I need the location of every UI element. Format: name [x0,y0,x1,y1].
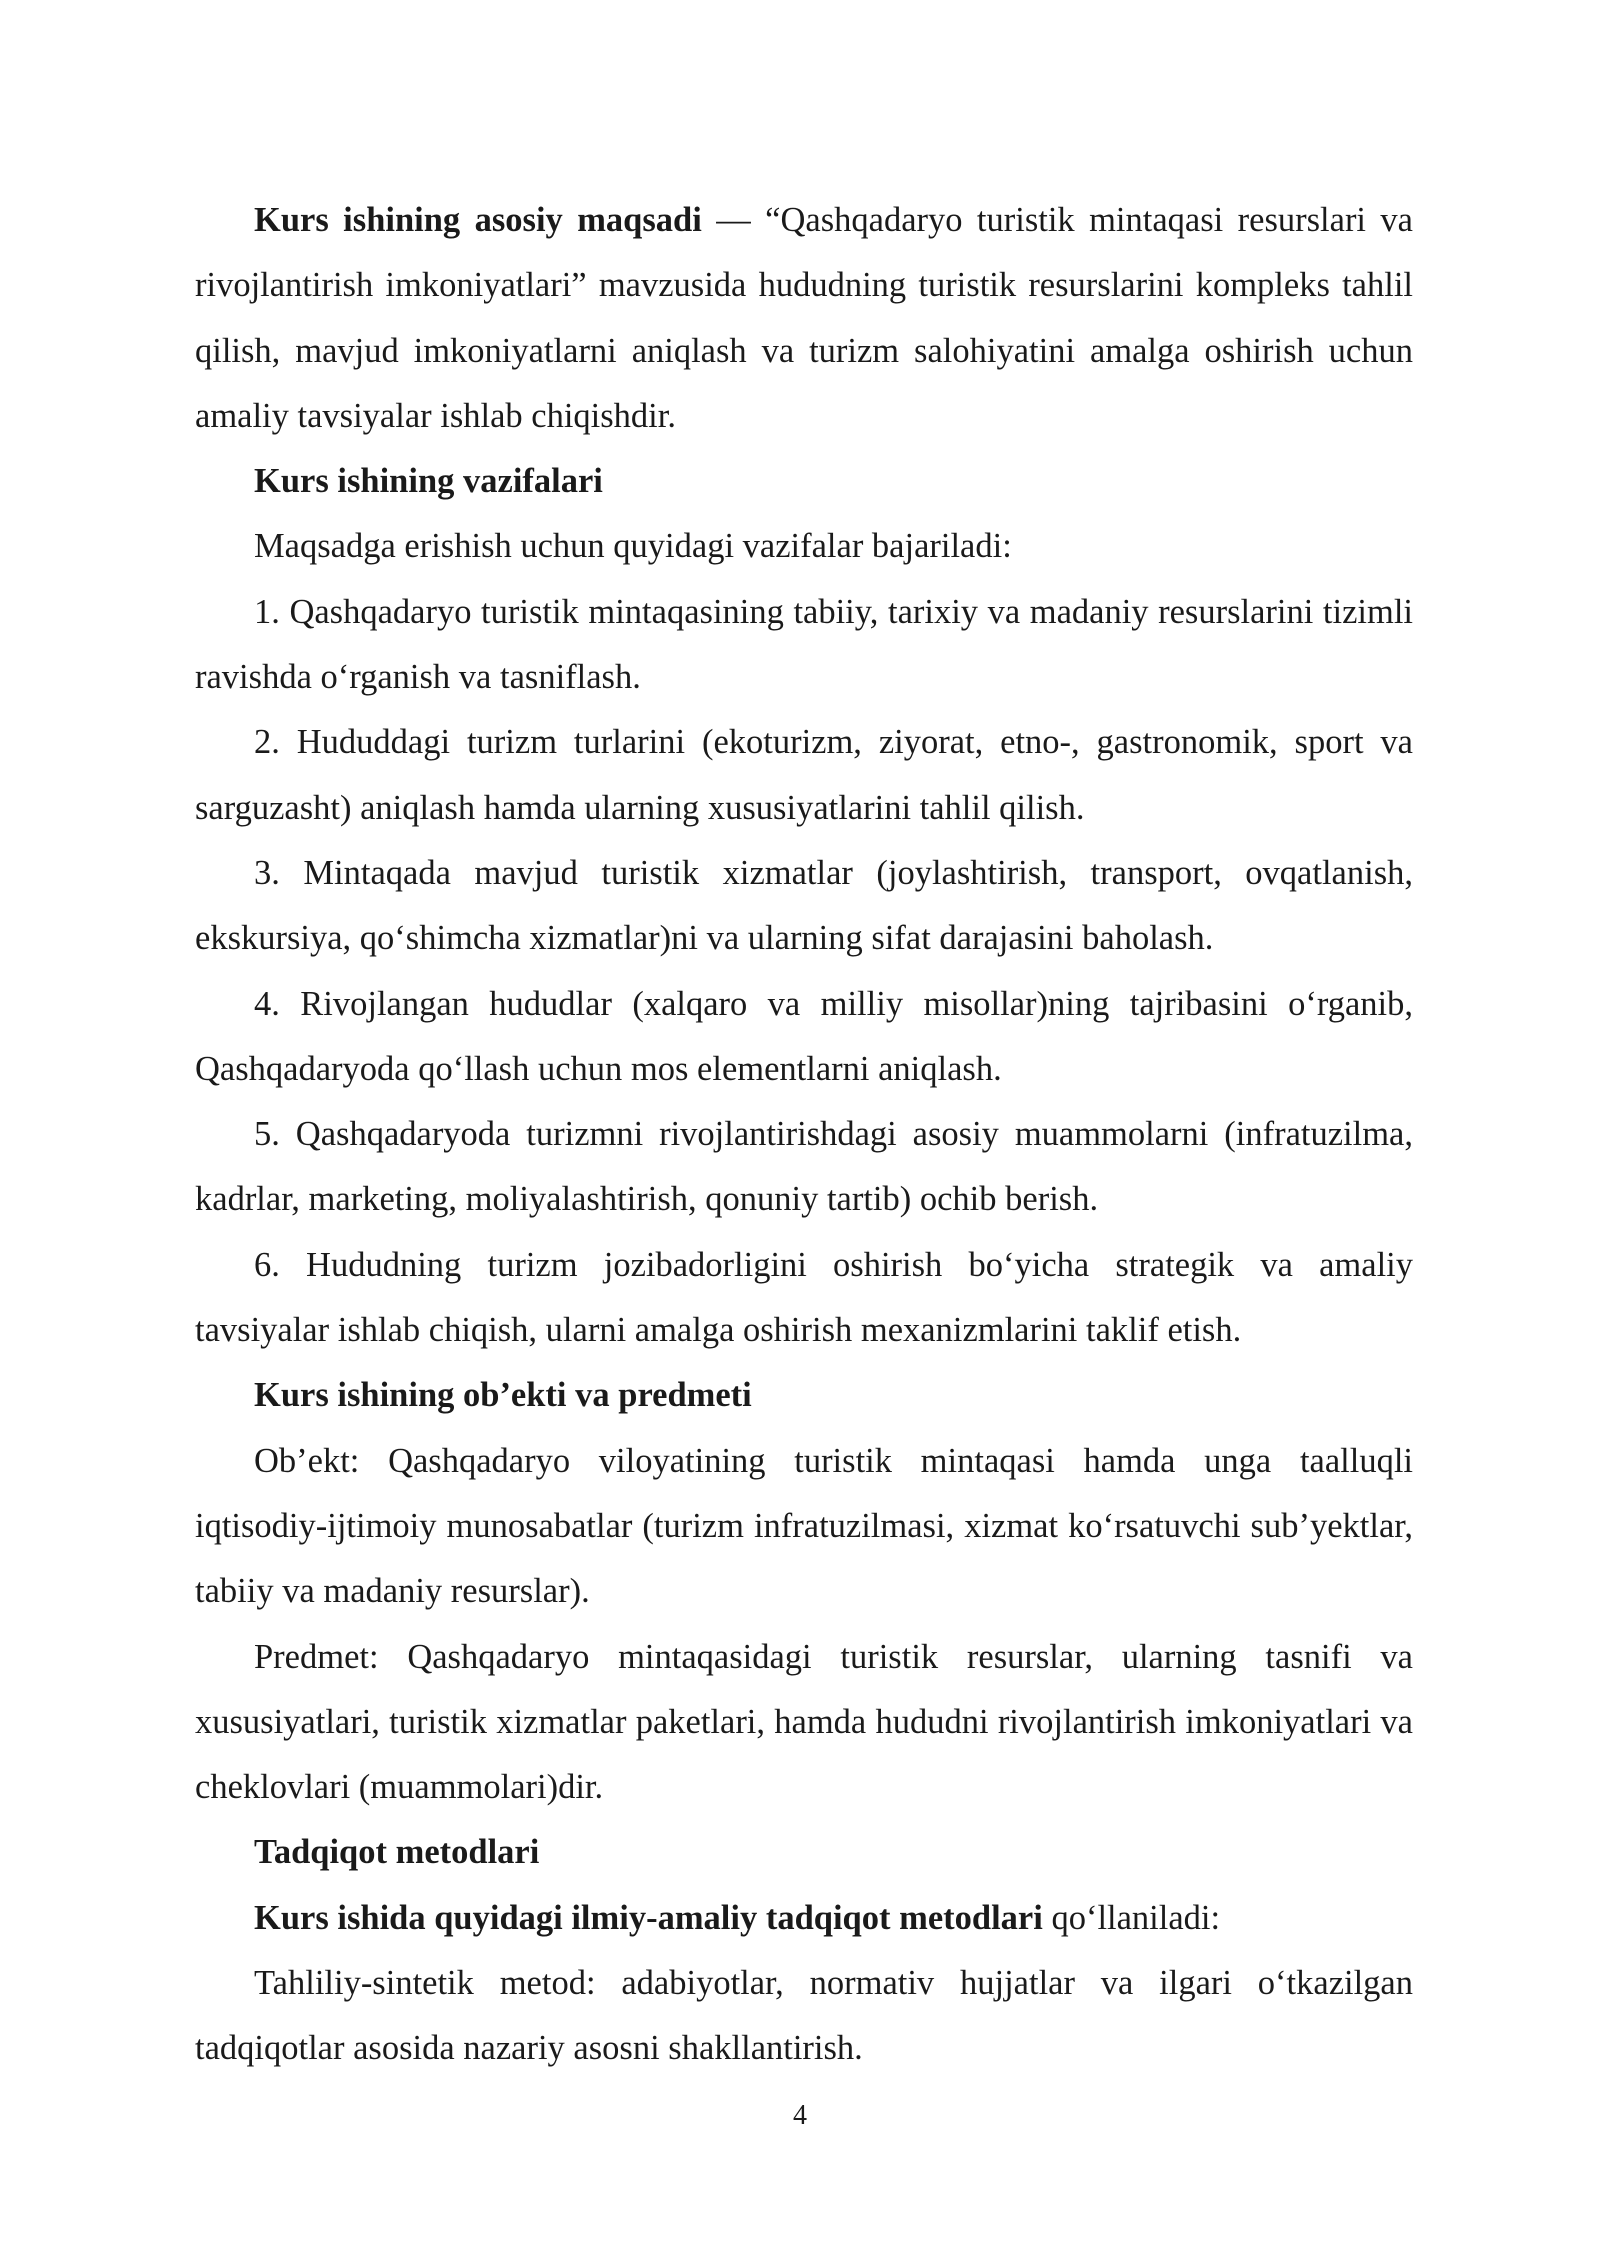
task-item: 2. Hududdagi turizm turlarini (ekoturizm, ziyorat, etno-, gastronomik, sport va sarguzasht) aniqlash hamda ularning xususiyatlarini tahlil qilish. [195,723,1413,827]
methods-heading: Tadqiqot metodlari [254,1833,540,1872]
methods-intro-text: qoʻllaniladi: [1042,1898,1221,1937]
task-item: 6. Hududning turizm jozibadorligini oshirish boʻyicha strategik va amaliy tavsiyalar ishlab chiqish, ularni amalga oshirish mexanizmlarini taklif etish. [195,1245,1413,1350]
task-item: 5. Qashqadaryoda turizmni rivojlantirishdagi asosiy muammolarni (infratuzilma, kadrlar, marketing, moliyalashtirish, qonuniy tartib) ochib berish. [195,1115,1413,1219]
tasks-heading: Kurs ishining vazifalari [254,462,603,501]
tasks-intro: Maqsadga erishish uchun quyidagi vazifalar bajariladi: [254,527,1012,566]
task-item: 1. Qashqadaryo turistik mintaqasining tabiiy, tarixiy va madaniy resurslarini tizimli ravishda oʻrganish va tasniflash. [195,592,1413,697]
method-paragraph: Tahliliy-sintetik metod: adabiyotlar, normativ hujjatlar va ilgari oʻtkazilgan tadqiqotlar asosida nazariy asosni shakllantirish. [195,1964,1413,2068]
goal-heading: Kurs ishining asosiy maqsadi [254,201,702,239]
document-body [195,188,1413,2082]
page-number: 4 [793,2100,807,2131]
object-paragraph: Ob’ekt: Qashqadaryo viloyatining turistik mintaqasi hamda unga taalluqli iqtisodiy-ijtimoiy munosabatlar (turizm infratuzilmasi, xizmat koʻrsatuvchi sub’yektlar, tabiiy va madaniy resurslar). [195,1441,1413,1611]
methods-intro-bold: Kurs ishida quyidagi ilmiy-amaliy tadqiqot metodlari [254,1898,1043,1937]
task-item: 3. Mintaqada mavjud turistik xizmatlar (joylashtirish, transport, ovqatlanish, ekskursiya, qoʻshimcha xizmatlar)ni va ularning sifat darajasini baholash. [195,853,1413,958]
goal-paragraph [195,188,1413,449]
goal-text: — “Qashqadaryo turistik mintaqasi resurslari va rivojlantirish imkoniyatlari” mavzusida hududning turistik resurslarini kompleks tahlil qilish, mavjud imkoniyatlarni aniqlash va turizm salohiyatini amalga oshirish uchun amaliy tavsiyalar ishlab chiqishdir. [195,201,1413,435]
object-subject-heading: Kurs ishining ob’ekti va predmeti [254,1376,752,1415]
task-item: 4. Rivojlangan hududlar (xalqaro va milliy misollar)ning tajribasini oʻrganib, Qashqadaryoda qoʻllash uchun mos elementlarni aniqlash. [195,984,1413,1088]
subject-paragraph: Predmet: Qashqadaryo mintaqasidagi turistik resurslar, ularning tasnifi va xususiyatlari, turistik xizmatlar paketlari, hamda hududni rivojlantirish imkoniyatlari va cheklovlari (muammolari)dir. [195,1637,1413,1807]
methods-intro [195,1886,1413,1951]
